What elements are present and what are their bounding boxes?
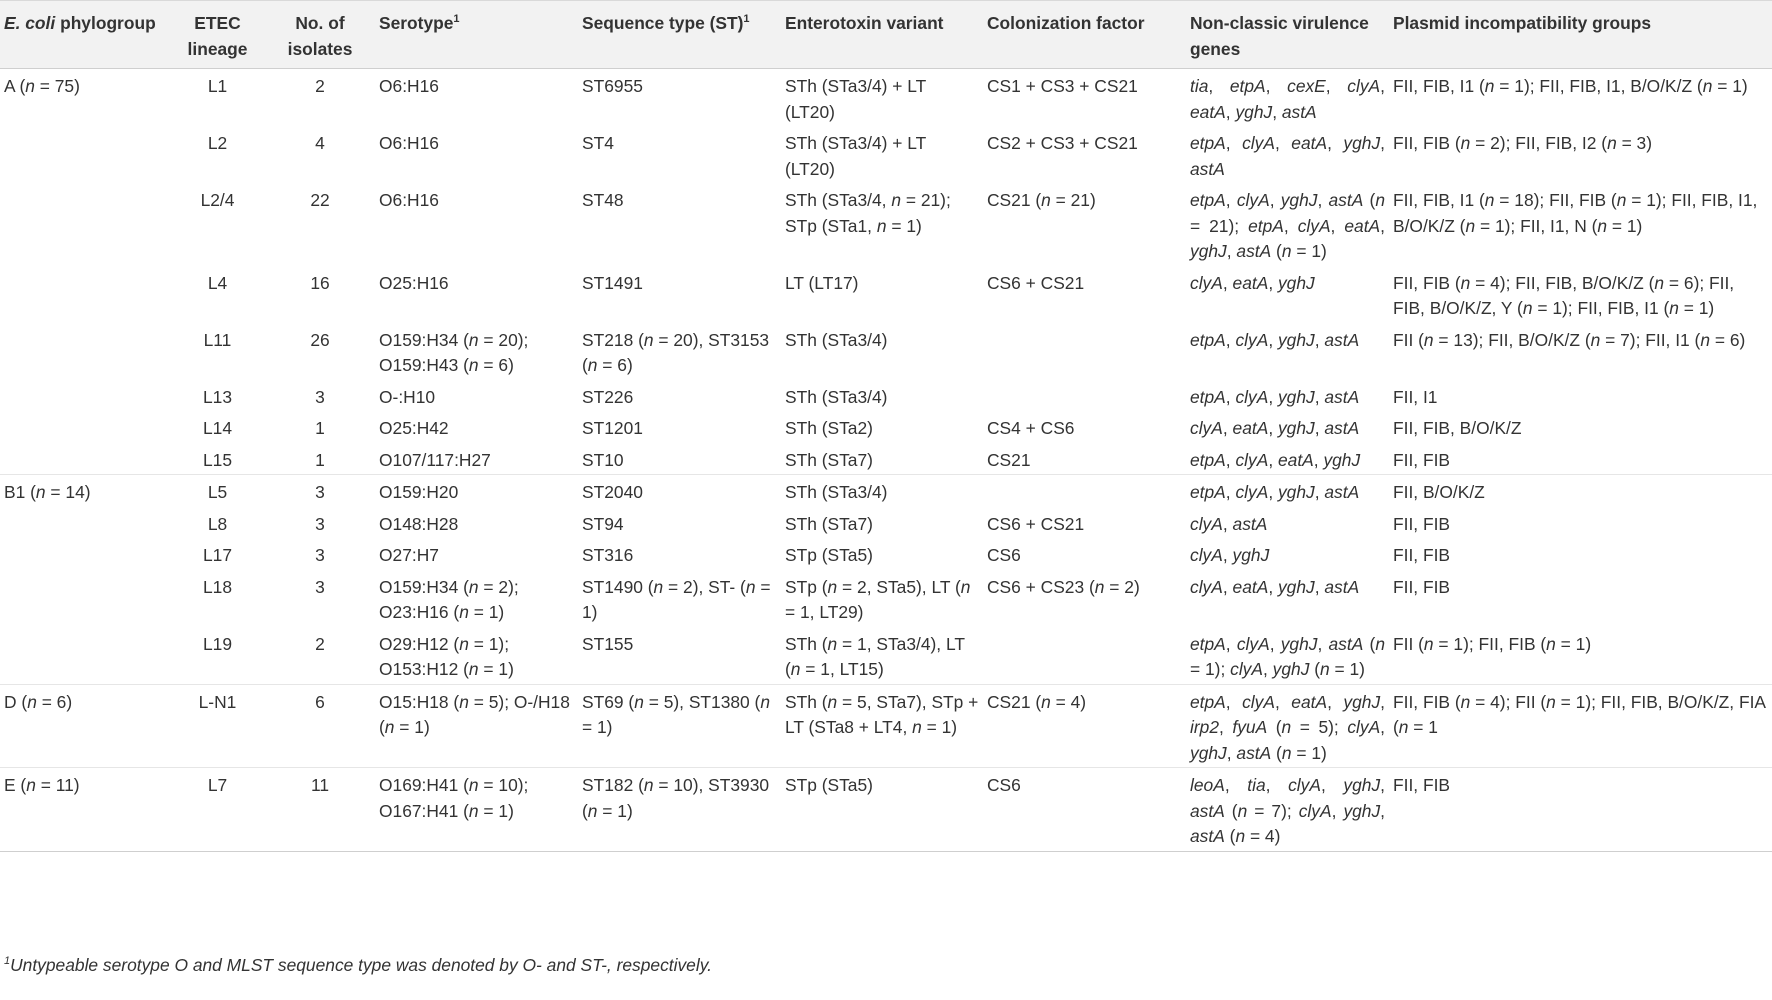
enterotoxin-cell: STh (STa3/4) xyxy=(785,386,888,407)
serotype-cell: O148:H28 xyxy=(379,513,459,534)
table-row xyxy=(0,443,1772,475)
lineage-cell: L11 xyxy=(203,329,232,350)
colonization-factor-cell: CS6 + CS23 (n = 2) xyxy=(987,576,1140,597)
colonization-factor-cell: CS1 + CS3 + CS21 xyxy=(983,69,1186,127)
table-row xyxy=(0,684,1772,768)
serotype-cell: O159:H34 (n = 20); O159:H43 (n = 6) xyxy=(379,329,529,375)
isolates-cell: 16 xyxy=(310,272,330,293)
phylogroup-cell xyxy=(0,570,170,627)
nonclassic-genes-cell: clyA, eatA, yghJ, astA xyxy=(1190,576,1360,597)
enterotoxin-cell: STp (n = 2, STa5), LT (n = 1, LT29) xyxy=(785,576,971,622)
serotype-cell: O27:H7 xyxy=(379,545,439,565)
phylogroup-cell xyxy=(0,380,170,412)
lineage-cell: L17 xyxy=(202,545,232,565)
plasmid-cell: FII, FIB xyxy=(1393,576,1451,597)
phylogroup-cell xyxy=(0,266,170,323)
enterotoxin-cell: STh (STa3/4) + LT (LT20) xyxy=(781,69,983,127)
lineage-cell: L8 xyxy=(207,513,228,534)
nonclassic-genes-cell: tia, etpA, cexE, clyA, eatA, yghJ, astA xyxy=(1186,69,1389,127)
col-header-isolates: No. of isolates xyxy=(265,1,375,69)
enterotoxin-cell: STp (STa5) xyxy=(781,768,983,852)
phylogroup-cell xyxy=(0,183,170,266)
enterotoxin-cell: STh (STa7) xyxy=(785,513,873,534)
isolates-cell: 1 xyxy=(315,449,325,470)
table-row xyxy=(0,183,1772,266)
col-header-phylogroup: E. coli phylogroup xyxy=(0,1,170,69)
enterotoxin-cell: STh (STa3/4) + LT (LT20) xyxy=(785,133,926,179)
plasmid-cell: FII, FIB, I1 (n = 1); FII, FIB, I1, B/O/K/Z (n = 1) xyxy=(1389,69,1772,127)
lineage-cell: L7 xyxy=(170,768,265,852)
phylogroup-cell xyxy=(0,538,170,570)
nonclassic-genes-cell: etpA, clyA, yghJ, astA (n = 21); etpA, clyA, eatA, yghJ, astA (n = 1) xyxy=(1190,190,1385,261)
isolates-cell: 3 xyxy=(315,576,325,597)
lineage-cell: L15 xyxy=(202,449,232,470)
table-row xyxy=(0,507,1772,539)
phylogroup-cell xyxy=(0,411,170,443)
lineage-cell: L5 xyxy=(170,475,265,507)
phylogroup-cell xyxy=(0,507,170,539)
col-header-nonclassic-genes: Non-classic virulence genes xyxy=(1186,1,1389,69)
nonclassic-genes-cell: leoA, tia, clyA, yghJ, astA (n = 7); clyA, yghJ, astA (n = 4) xyxy=(1186,768,1389,852)
colonization-factor-cell: CS21 (n = 4) xyxy=(983,684,1186,768)
plasmid-cell: FII, FIB, B/O/K/Z xyxy=(1393,418,1522,438)
sequence-type-cell: ST6955 xyxy=(578,69,781,127)
table-row xyxy=(0,411,1772,443)
enterotoxin-cell: STp (STa5) xyxy=(785,545,873,565)
phylogroup-cell: D (n = 6) xyxy=(0,684,170,768)
colonization-factor-cell: CS6 + CS21 xyxy=(987,513,1085,534)
nonclassic-genes-cell: clyA, eatA, yghJ xyxy=(1190,272,1315,293)
serotype-cell: O159:H20 xyxy=(375,475,578,507)
phylogroup-cell: A (n = 75) xyxy=(0,69,170,127)
col-header-lineage: ETEC lineage xyxy=(170,1,265,69)
colonization-factor-cell: CS21 xyxy=(987,449,1031,470)
colonization-factor-cell xyxy=(983,323,1186,380)
col-header-serotype: Serotype$^1$ xyxy=(375,1,578,69)
lineage-cell: L19 xyxy=(202,633,232,654)
sequence-type-cell: ST4 xyxy=(582,133,614,153)
isolates-cell: 11 xyxy=(265,768,375,852)
table-row xyxy=(0,380,1772,412)
plasmid-cell: FII, FIB xyxy=(1393,513,1451,534)
plasmid-cell: FII (n = 1); FII, FIB (n = 1) xyxy=(1393,633,1592,654)
phylogroup-cell xyxy=(0,443,170,475)
enterotoxin-cell: STh (n = 5, STa7), STp + LT (STa8 + LT4, n = 1) xyxy=(781,684,983,768)
nonclassic-genes-cell: clyA, astA xyxy=(1190,513,1268,534)
sequence-type-cell: ST1491 xyxy=(582,272,643,293)
sequence-type-cell: ST226 xyxy=(582,386,634,407)
colonization-factor-cell: CS6 xyxy=(983,768,1186,852)
col-header-plasmid: Plasmid incompatibility groups xyxy=(1389,1,1772,69)
serotype-cell: O169:H41 (n = 10); O167:H41 (n = 1) xyxy=(375,768,578,852)
colonization-factor-cell xyxy=(983,627,1186,685)
serotype-cell: O-:H10 xyxy=(379,386,436,407)
serotype-cell: O25:H16 xyxy=(379,272,449,293)
enterotoxin-cell: STh (n = 1, STa3/4), LT (n = 1, LT15) xyxy=(785,633,965,679)
nonclassic-genes-cell: clyA, eatA, yghJ, astA xyxy=(1190,418,1360,438)
lineage-cell: L4 xyxy=(207,272,228,293)
colonization-factor-cell xyxy=(983,475,1186,507)
isolates-cell: 3 xyxy=(315,545,325,565)
nonclassic-genes-cell: etpA, clyA, eatA, yghJ, irp2, fyuA (n = 5); clyA, yghJ, astA (n = 1) xyxy=(1186,684,1389,768)
sequence-type-cell: ST2040 xyxy=(578,475,781,507)
table-row xyxy=(0,768,1772,852)
table-row xyxy=(0,126,1772,183)
phylogroup-cell: B1 (n = 14) xyxy=(0,475,170,507)
lineage-cell: L14 xyxy=(202,418,232,438)
serotype-cell: O6:H16 xyxy=(379,190,439,210)
sequence-type-cell: ST155 xyxy=(582,633,634,654)
lineage-cell: L1 xyxy=(170,69,265,127)
table-row xyxy=(0,323,1772,380)
nonclassic-genes-cell: etpA, clyA, eatA, yghJ xyxy=(1190,449,1361,470)
plasmid-cell: FII, FIB xyxy=(1393,545,1451,565)
phylogroup-cell xyxy=(0,627,170,685)
serotype-cell: O159:H34 (n = 2); O23:H16 (n = 1) xyxy=(379,576,519,622)
plasmid-cell: FII, B/O/K/Z xyxy=(1389,475,1772,507)
enterotoxin-cell: STh (STa3/4) xyxy=(781,475,983,507)
nonclassic-genes-cell: etpA, clyA, eatA, yghJ, astA xyxy=(1190,133,1385,179)
lineage-cell: L2 xyxy=(207,133,228,153)
col-header-sequence-type: Sequence type (ST)$^1$ xyxy=(578,1,781,69)
enterotoxin-cell: STh (STa2) xyxy=(785,418,873,438)
col-header-colonization-factor: Colonization factor xyxy=(983,1,1186,69)
table-row xyxy=(0,475,1772,507)
serotype-cell: O107/117:H27 xyxy=(379,449,491,470)
table-row xyxy=(0,69,1772,127)
nonclassic-genes-cell: etpA, clyA, yghJ, astA xyxy=(1190,386,1360,407)
table-footnote: $^1$Untypeable serotype O and MLST sequence type was denoted by O- and ST-, respectively. xyxy=(4,955,712,975)
sequence-type-cell: ST10 xyxy=(582,449,624,470)
colonization-factor-cell: CS21 (n = 21) xyxy=(987,190,1096,210)
isolates-cell: 6 xyxy=(265,684,375,768)
sequence-type-cell: ST69 (n = 5), ST1380 (n = 1) xyxy=(578,684,781,768)
nonclassic-genes-cell: etpA, clyA, yghJ, astA (n = 1); clyA, yghJ (n = 1) xyxy=(1190,633,1385,679)
plasmid-cell: FII, FIB (n = 2); FII, FIB, I2 (n = 3) xyxy=(1393,133,1653,153)
isolates-cell: 3 xyxy=(315,513,325,534)
plasmid-cell: FII, FIB xyxy=(1389,768,1772,852)
plasmid-cell: FII, FIB (n = 4); FII, FIB, B/O/K/Z (n = 6); FII, FIB, B/O/K/Z, Y (n = 1); FII, FIB, I1 (n = 1) xyxy=(1393,272,1735,318)
colonization-factor-cell: CS6 + CS21 xyxy=(987,272,1085,293)
sequence-type-cell: ST316 xyxy=(582,545,634,565)
table-row xyxy=(0,266,1772,323)
table-row xyxy=(0,538,1772,570)
sequence-type-cell: ST182 (n = 10), ST3930 (n = 1) xyxy=(578,768,781,852)
isolates-cell: 22 xyxy=(310,190,330,210)
phylogroup-cell xyxy=(0,323,170,380)
sequence-type-cell: ST48 xyxy=(582,190,624,210)
sequence-type-cell: ST1201 xyxy=(582,418,643,438)
plasmid-cell: FII, I1 xyxy=(1393,386,1438,407)
nonclassic-genes-cell: etpA, clyA, yghJ, astA xyxy=(1190,329,1360,350)
plasmid-cell: FII, FIB (n = 4); FII (n = 1); FII, FIB, B/O/K/Z, FIA (n = 1 xyxy=(1389,684,1772,768)
header-row xyxy=(0,1,1772,69)
sequence-type-cell: ST94 xyxy=(582,513,624,534)
serotype-cell: O6:H16 xyxy=(375,69,578,127)
lineage-cell: L13 xyxy=(202,386,232,407)
serotype-cell: O25:H42 xyxy=(379,418,449,438)
serotype-cell: O6:H16 xyxy=(379,133,439,153)
serotype-cell: O15:H18 (n = 5); O-/H18 (n = 1) xyxy=(375,684,578,768)
isolates-cell: 3 xyxy=(265,475,375,507)
lineage-cell: L18 xyxy=(202,576,232,597)
enterotoxin-cell: STh (STa7) xyxy=(785,449,873,470)
enterotoxin-cell: STh (STa3/4, n = 21); STp (STa1, n = 1) xyxy=(785,190,951,236)
table-row xyxy=(0,570,1772,627)
isolates-cell: 26 xyxy=(310,329,330,350)
isolates-cell: 2 xyxy=(265,69,375,127)
plasmid-cell: FII, FIB, I1 (n = 18); FII, FIB (n = 1); FII, FIB, I1, B/O/K/Z (n = 1); FII, I1, N (n = 1) xyxy=(1393,190,1758,236)
colonization-factor-cell xyxy=(983,380,1186,412)
colonization-factor-cell: CS6 xyxy=(987,545,1021,565)
enterotoxin-cell: LT (LT17) xyxy=(785,272,859,293)
nonclassic-genes-cell: etpA, clyA, yghJ, astA xyxy=(1186,475,1389,507)
enterotoxin-cell: STh (STa3/4) xyxy=(785,329,888,350)
lineage-cell: L-N1 xyxy=(170,684,265,768)
nonclassic-genes-cell: clyA, yghJ xyxy=(1190,545,1270,565)
colonization-factor-cell: CS4 + CS6 xyxy=(987,418,1075,438)
isolates-cell: 1 xyxy=(315,418,325,438)
isolates-cell: 4 xyxy=(315,133,325,153)
table-row xyxy=(0,627,1772,685)
lineage-cell: L2/4 xyxy=(200,190,235,210)
col-header-enterotoxin: Enterotoxin variant xyxy=(781,1,983,69)
colonization-factor-cell: CS2 + CS3 + CS21 xyxy=(987,133,1138,153)
plasmid-cell: FII (n = 13); FII, B/O/K/Z (n = 7); FII, I1 (n = 6) xyxy=(1393,329,1746,350)
isolates-cell: 3 xyxy=(315,386,325,407)
phylogroup-cell xyxy=(0,126,170,183)
isolates-cell: 2 xyxy=(315,633,325,654)
sequence-type-cell: ST1490 (n = 2), ST- (n = 1) xyxy=(582,576,771,622)
phylogroup-cell: E (n = 11) xyxy=(0,768,170,852)
sequence-type-cell: ST218 (n = 20), ST3153 (n = 6) xyxy=(582,329,770,375)
serotype-cell: O29:H12 (n = 1); O153:H12 (n = 1) xyxy=(379,633,514,679)
plasmid-cell: FII, FIB xyxy=(1393,449,1451,470)
